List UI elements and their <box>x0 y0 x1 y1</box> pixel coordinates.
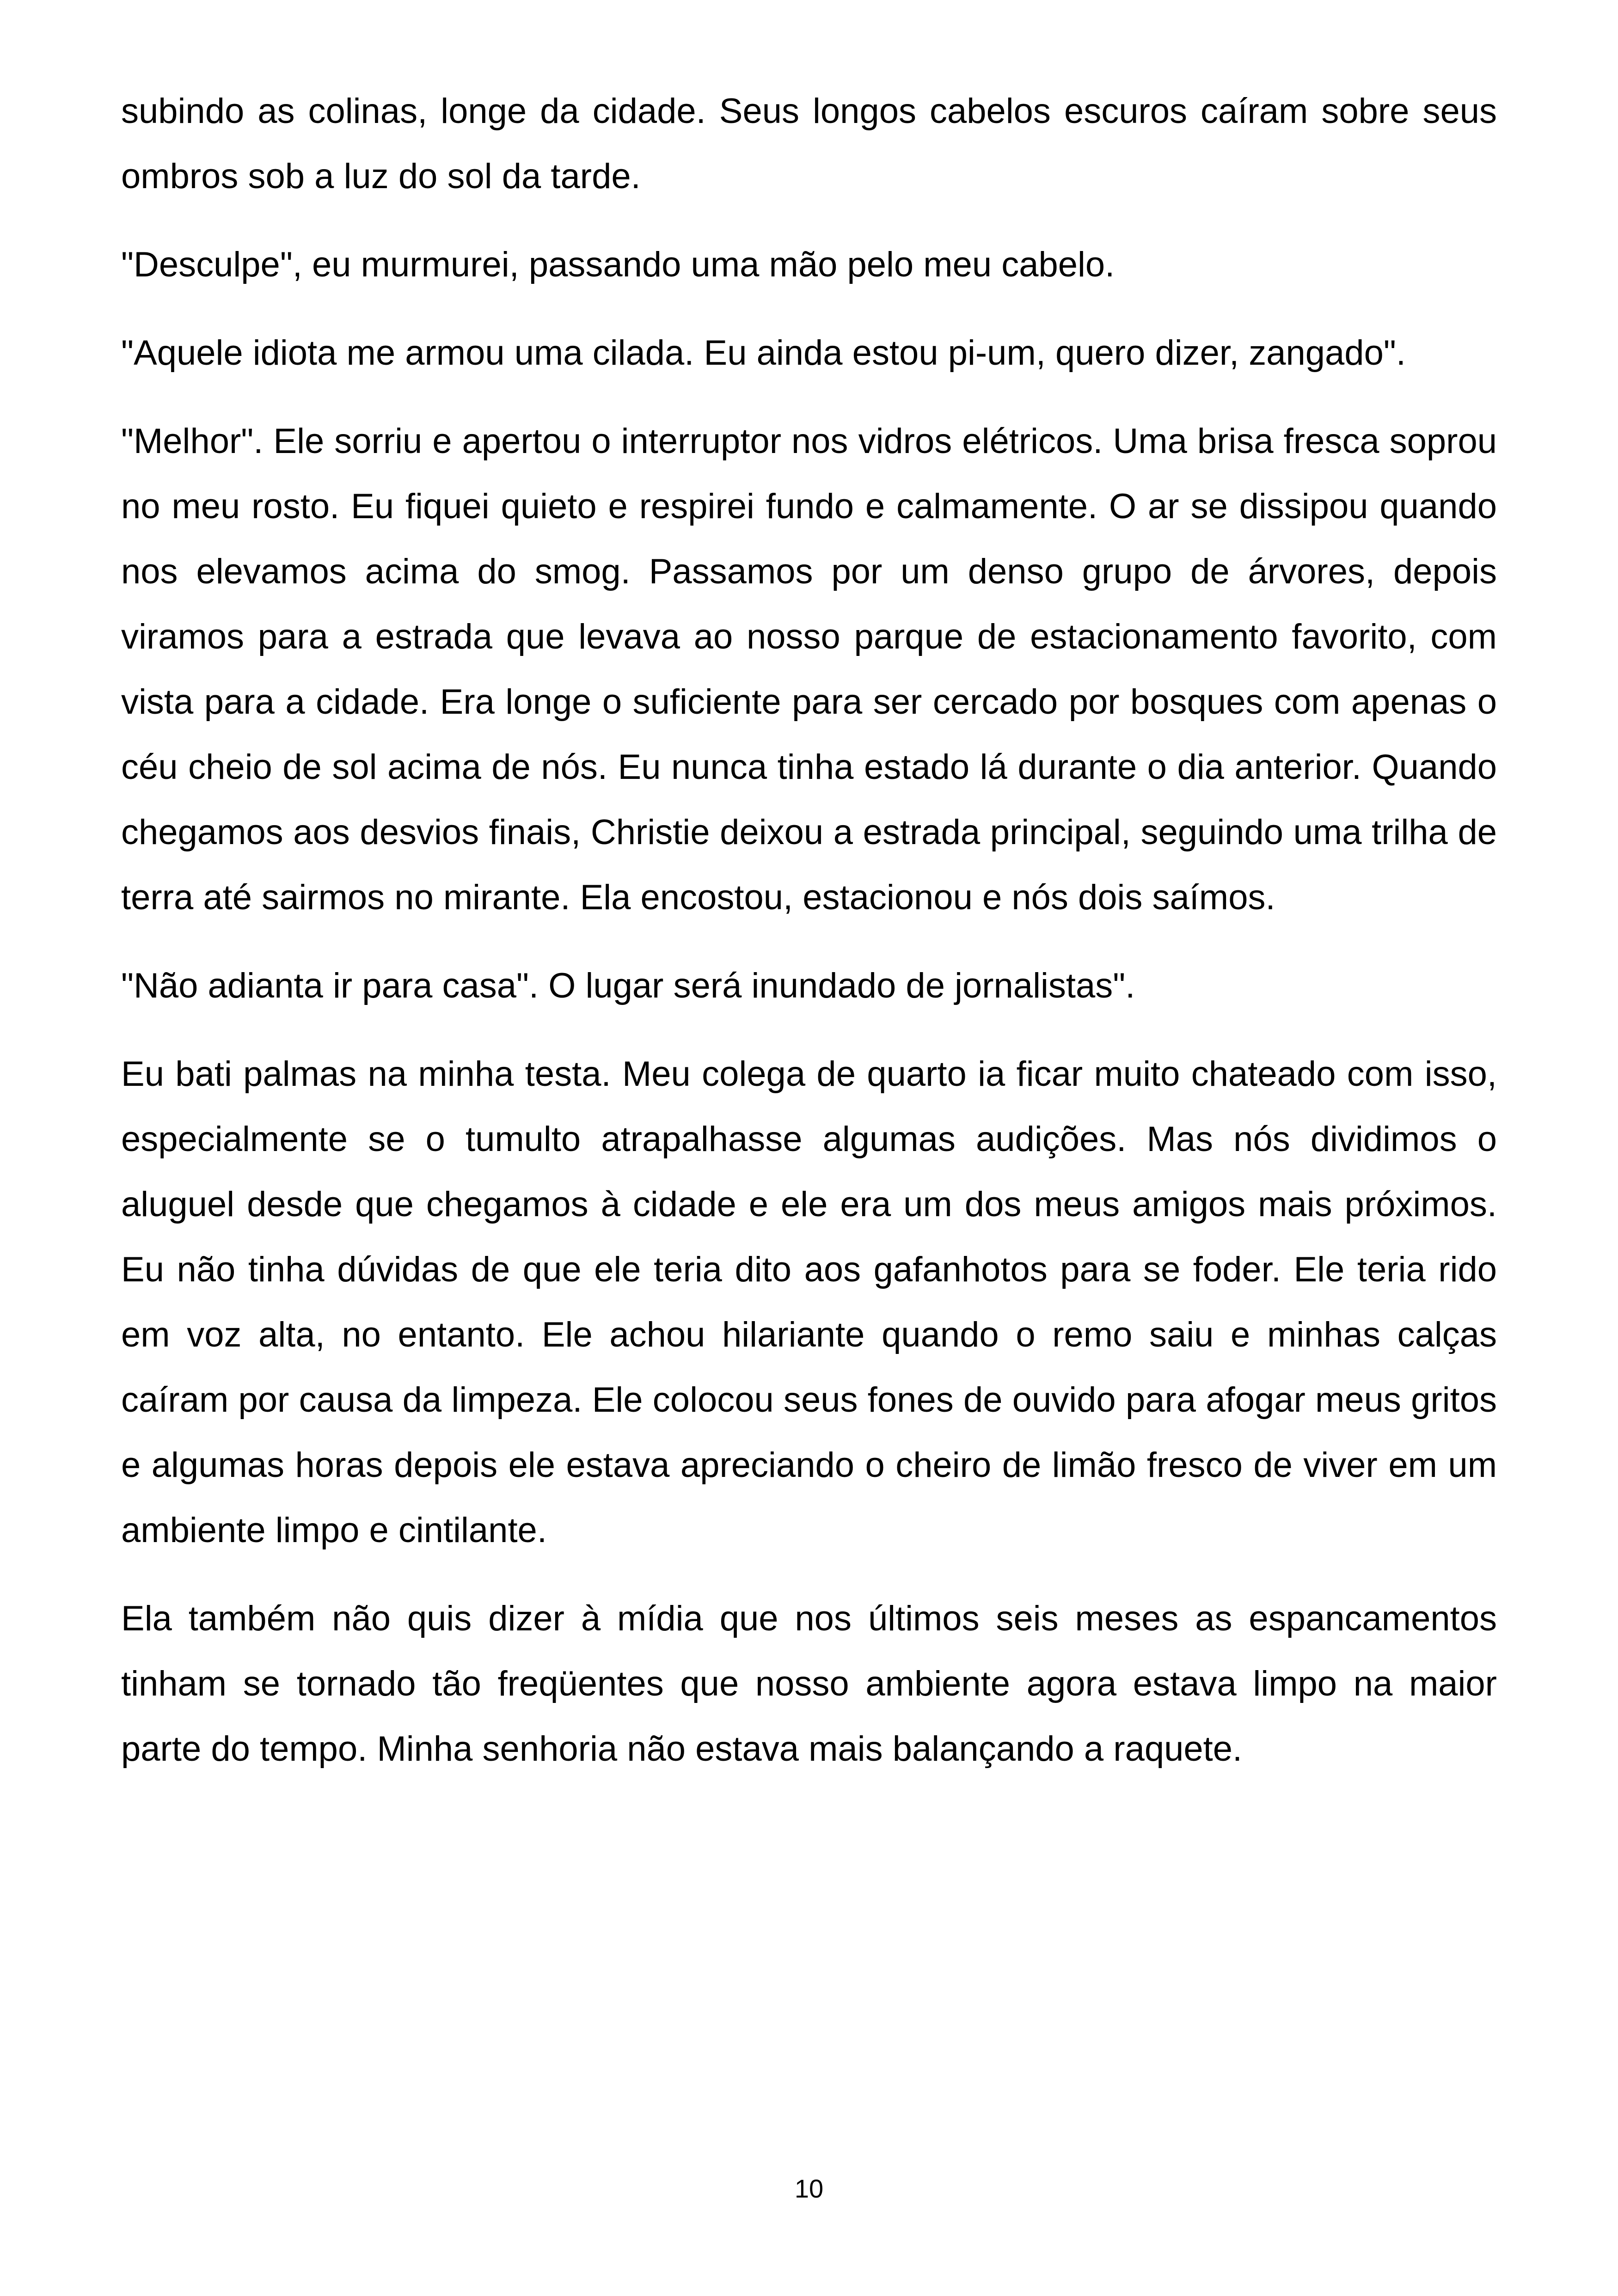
paragraph: "Melhor". Ele sorriu e apertou o interruptor nos vidros elétricos. Uma brisa fresca soprou no meu rosto. Eu fiquei quieto e respirei fundo e calmamente. O ar se dissipou quando nos elevamos acima do smog. Passamos por um denso grupo de árvores, depois viramos para a estrada que levava ao nosso parque de estacionamento favorito, com vista para a cidade. Era longe o suficiente para ser cercado por bosques com apenas o céu cheio de sol acima de nós. Eu nunca tinha estado lá durante o dia anterior. Quando chegamos aos desvios finais, Christie deixou a estrada principal, seguindo uma trilha de terra até sairmos no mirante. Ela encostou, estacionou e nós dois saímos. <box>121 422 1497 917</box>
paragraph: Ela também não quis dizer à mídia que nos últimos seis meses as espancamentos tinham se tornado tão freqüentes que nosso ambiente agora estava limpo na maior parte do tempo. Minha senhoria não estava mais balançando a raquete. <box>121 1599 1497 1769</box>
page-number: 10 <box>794 2174 824 2203</box>
paragraph: Eu bati palmas na minha testa. Meu colega de quarto ia ficar muito chateado com isso, especialmente se o tumulto atrapalhasse algumas audições. Mas nós dividimos o aluguel desde que chegamos à cidade e ele era um dos meus amigos mais próximos. Eu não tinha dúvidas de que ele teria dito aos gafanhotos para se foder. Ele teria rido em voz alta, no entanto. Ele achou hilariante quando o remo saiu e minhas calças caíram por causa da limpeza. Ele colocou seus fones de ouvido para afogar meus gritos e algumas horas depois ele estava apreciando o cheiro de limão fresco de viver em um ambiente limpo e cintilante. <box>121 1054 1497 1550</box>
body-text <box>121 79 1497 1805</box>
paragraph: subindo as colinas, longe da cidade. Seus longos cabelos escuros caíram sobre seus ombros sob a luz do sol da tarde. <box>121 92 1497 196</box>
paragraph: "Desculpe", eu murmurei, passando uma mão pelo meu cabelo. <box>121 245 1115 284</box>
paragraph: "Não adianta ir para casa". O lugar será inundado de jornalistas". <box>121 966 1135 1005</box>
paragraph: "Aquele idiota me armou uma cilada. Eu ainda estou pi-um, quero dizer, zangado". <box>121 333 1406 373</box>
